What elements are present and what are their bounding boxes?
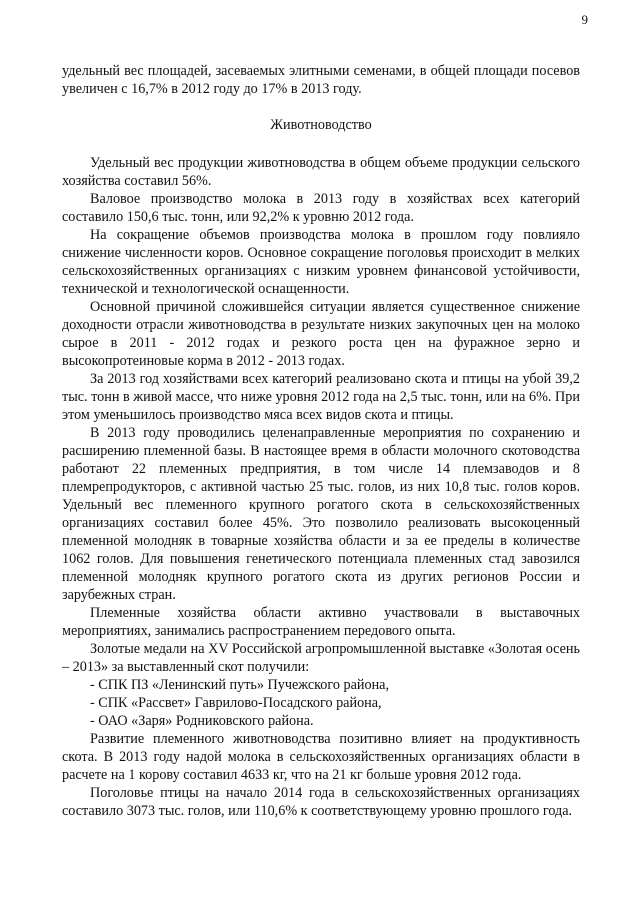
intro-paragraph: удельный вес площадей, засеваемых элитными семенами, в общей площади посевов увеличен с 16,7% в 2012 году до 17% в 2013 году.: [62, 63, 580, 97]
paragraph: Поголовье птицы на начало 2014 года в сельскохозяйственных организациях составило 3073 тыс. голов, или 110,6% к соответствующему уровню прошлого года.: [62, 785, 580, 819]
paragraph: Золотые медали на XV Российской агропромышленной выставке «Золотая осень – 2013» за выставленный скот получили:: [62, 641, 580, 675]
paragraph: В 2013 году проводились целенаправленные мероприятия по сохранению и расширению племенной базы. В настоящее время в области молочного скотоводства работают 22 племенных предприятия, в том числе 14 племзаводов и 8 племрепродукторов, с активной частью 25 тыс. голов, из них 10,8 тыс. голов коров. Удельный вес племенного крупного рогатого скота в сельскохозяйственных организациях составил более 45%. Это позволило реализовать высокоценный племенной молодняк в товарные хозяйства области и за ее пределы в количестве 1062 голов. Для повышения генетического потенциала племенных стад завозился племенной молодняк крупного рогатого скота из других регионов России и зарубежных стран.: [62, 425, 580, 603]
list-item: - ОАО «Заря» Родниковского района.: [90, 713, 314, 729]
paragraph: Развитие племенного животноводства позитивно влияет на продуктивность скота. В 2013 году надой молока в сельскохозяйственных организациях области в расчете на 1 корову составил 4633 кг, что на 21 кг больше уровня 2012 года.: [62, 731, 580, 783]
paragraph: Племенные хозяйства области активно участвовали в выставочных мероприятиях, занимались распространением передового опыта.: [62, 605, 580, 639]
document-body: [62, 62, 580, 820]
paragraph: Основной причиной сложившейся ситуации является существенное снижение доходности отрасли животноводства в результате низких закупочных цен на молоко сырое в 2011 - 2012 годах и резкого роста цен на фуражное зерно и высокопротеиновые корма в 2012 - 2013 годах.: [62, 299, 580, 369]
section-title: Животноводство: [270, 117, 372, 133]
page-number: 9: [581, 12, 588, 27]
list-item: - СПК «Рассвет» Гаврилово-Посадского района,: [90, 695, 382, 711]
list-item: - СПК ПЗ «Ленинский путь» Пучежского района,: [90, 677, 390, 693]
paragraph: Валовое производство молока в 2013 году в хозяйствах всех категорий составило 150,6 тыс. тонн, или 92,2% к уровню 2012 года.: [62, 191, 580, 225]
paragraph: На сокращение объемов производства молока в прошлом году повлияло снижение численности коров. Основное сокращение поголовья происходит в мелких сельскохозяйственных организациях с низким уровнем финансовой устойчивости, технической и технологической оснащенности.: [62, 227, 580, 297]
paragraph: За 2013 год хозяйствами всех категорий реализовано скота и птицы на убой 39,2 тыс. тонн в живой массе, что ниже уровня 2012 года на 2,5 тыс. тонн, или на 6%. При этом уменьшилось производство мяса всех видов скота и птицы.: [62, 371, 580, 423]
paragraph: Удельный вес продукции животноводства в общем объеме продукции сельского хозяйства составил 56%.: [62, 155, 580, 189]
